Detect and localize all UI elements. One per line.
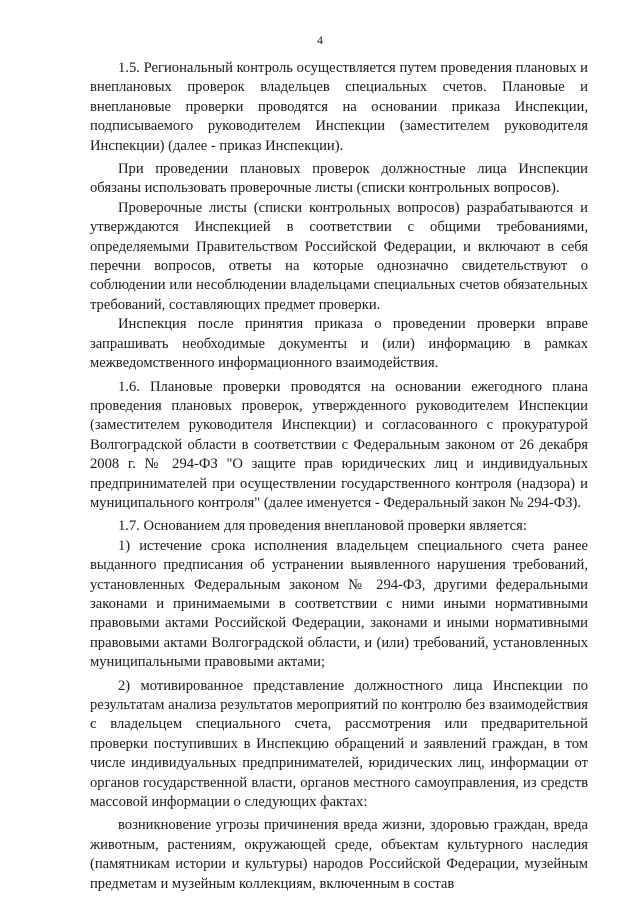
paragraph-checklists-usage: При проведении плановых проверок должностные лица Инспекции обязаны использовать проверочные листы (списки контрольных вопросов).	[90, 161, 588, 197]
paragraph-1-5: 1.5. Региональный контроль осуществляется путем проведения плановых и внеплановых проверок владельцев специальных счетов. Плановые и внеплановые проверки проводятся на основании приказа Инспекции, подписываемого руководителем Инспекции (заместителем руководителя Инспекции) (далее - приказ Инспекции).	[90, 60, 588, 154]
page-number: 4	[317, 33, 323, 47]
paragraph-checklists-approval: Проверочные листы (списки контрольных вопросов) разрабатываются и утверждаются Инспекцией в соответствии с общими требованиями, определяемыми Правительством Российской Федерации, и включают в себя перечни вопросов, ответы на которые однозначно свидетельствуют о соблюдении или несоблюдении владельцами специальных счетов обязательных требований, составляющих предмет проверки.	[90, 199, 588, 313]
list-item-1: 1) истечение срока исполнения владельцем специального счета ранее выданного предписания об устранении выявленного нарушения требований, установленных Федеральным законом № 294-ФЗ, другими федеральными законами и принимаемыми в соответствии с ними иными нормативными правовыми актами Российской Федерации, законами и иными нормативными правовыми актами Волгоградской области, и (или) требований, установленных муниципальными правовыми актами;	[90, 537, 588, 671]
paragraph-1-6: 1.6. Плановые проверки проводятся на основании ежегодного плана проведения плановых проверок, утвержденного руководителем Инспекции (заместителем руководителя Инспекции) и согласованного с прокуратурой Волгоградской области в соответствии с Федеральным законом от 26 декабря 2008 г. № 294-ФЗ "О защите прав юридических лиц и индивидуальных предпринимателей при осуществлении государственного контроля (надзора) и муниципального контроля" (далее именуется - Федеральный закон № 294-ФЗ).	[90, 378, 588, 511]
paragraph-information-requests: Инспекция после принятия приказа о проведении проверки вправе запрашивать необходимые документы и (или) информацию в рамках межведомственного информационного взаимодействия.	[90, 316, 588, 372]
paragraph-1-7: 1.7. Основанием для проведения внеплановой проверки является:	[118, 518, 527, 535]
document-body	[90, 59, 588, 894]
paragraph-threat: возникновение угрозы причинения вреда жизни, здоровью граждан, вреда животным, растениям, окружающей среде, объектам культурного наследия (памятникам истории и культуры) народов Российской Федерации, музейным предметам и музейным коллекциям, включенным в состав	[90, 817, 588, 892]
list-item-2: 2) мотивированное представление должностного лица Инспекции по результатам анализа результатов мероприятий по контролю без взаимодействия с владельцем специального счета, рассмотрения или предварительной проверки поступивших в Инспекцию обращений и заявлений граждан, в том числе индивидуальных предпринимателей, юридических лиц, информации от органов государственной власти, органов местного самоуправления, из средств массовой информации о следующих фактах:	[90, 677, 588, 811]
